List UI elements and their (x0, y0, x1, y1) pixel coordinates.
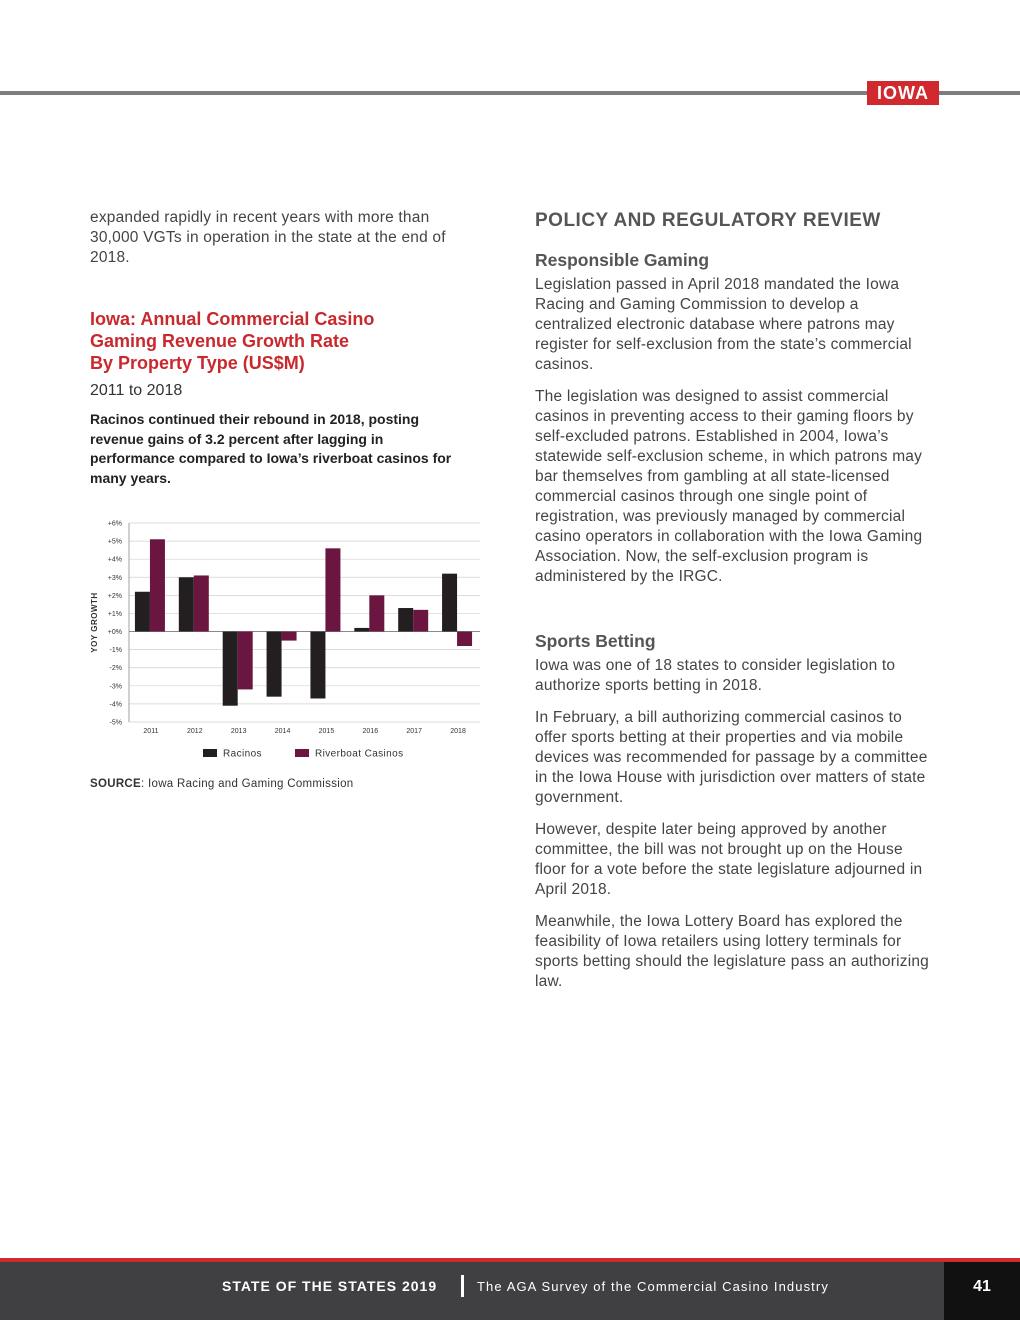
bar-riverboat-casinos (238, 632, 253, 690)
x-tick-label: 2011 (143, 728, 159, 735)
legend-swatch (203, 749, 217, 757)
page-number: 41 (944, 1262, 1020, 1320)
bar-riverboat-casinos (194, 575, 209, 631)
bar-racinos (398, 608, 413, 632)
y-tick-label: +0% (107, 629, 122, 637)
state-tag: IOWA (867, 81, 939, 105)
bar-riverboat-casinos (413, 610, 428, 632)
bar-racinos (442, 574, 457, 632)
bar-riverboat-casinos (457, 632, 472, 646)
bar-racinos (354, 628, 369, 632)
y-tick-label: -3% (109, 683, 122, 691)
chart-description: Racinos continued their rebound in 2018, posting revenue gains of 3.2 percent after lagging in performance compared to Iowa’s riverboat casinos for many years. (90, 411, 452, 486)
source-label: SOURCE (90, 778, 142, 790)
bar-riverboat-casinos (369, 595, 384, 631)
y-tick-label: +5% (107, 538, 122, 546)
paragraph-1: Legislation passed in April 2018 mandated the Iowa Racing and Gaming Commission to develop a centralized electronic database where patrons may register for self-exclusion from the state’s commercial casinos. (535, 276, 912, 373)
bar-riverboat-casinos (150, 539, 165, 631)
paragraph-4: In February, a bill authorizing commercial casinos to offer sports betting at their properties and via mobile devices was recommended for passage by a committee in the Iowa House with jurisdiction over matters of state government. (535, 709, 928, 806)
chart-title-line-1: Iowa: Annual Commercial Casino (90, 309, 375, 329)
source-text: : Iowa Racing and Gaming Commission (141, 778, 354, 790)
x-tick-label: 2013 (230, 728, 247, 735)
legend-swatch (295, 749, 309, 757)
y-tick-label: +1% (107, 610, 122, 618)
growth-chart (85, 515, 485, 775)
chart-title-line-3: By Property Type (US$M) (90, 353, 305, 373)
footer-title: STATE OF THE STATES 2019 (222, 1278, 438, 1294)
paragraph-3: Iowa was one of 18 states to consider legislation to authorize sports betting in 2018. (535, 657, 896, 694)
bar-racinos (135, 592, 150, 632)
y-tick-label: -2% (109, 665, 122, 673)
paragraph-2: The legislation was designed to assist commercial casinos in preventing access to their gaming floors by self-excluded patrons. Established in 2004, Iowa’s statewide self-exclusion scheme, in which patrons may bar themselves from gambling at all state-licensed commercial casinos through one single point of registration, was previously managed by commercial casino operators in collaboration with the Iowa Gaming Association. Now, the self-exclusion program is administered by the IRGC. (535, 388, 923, 585)
x-tick-label: 2017 (406, 728, 422, 735)
x-tick-label: 2018 (450, 728, 466, 735)
chart-title (90, 308, 470, 374)
bar-racinos (223, 632, 238, 706)
paragraph-6: Meanwhile, the Iowa Lottery Board has explored the feasibility of Iowa retailers using lottery terminals for sports betting should the legislature pass an authorizing law. (535, 913, 929, 990)
y-tick-label: -1% (109, 647, 122, 655)
subheading-sports-betting: Sports Betting (535, 631, 656, 651)
chart-subtitle: 2011 to 2018 (90, 382, 183, 399)
x-tick-label: 2016 (362, 728, 379, 735)
footer-divider (461, 1275, 464, 1297)
y-tick-label: -5% (109, 719, 122, 727)
y-tick-label: +2% (107, 592, 122, 600)
left-column (90, 208, 470, 488)
x-tick-label: 2012 (187, 728, 203, 735)
intro-paragraph: expanded rapidly in recent years with more than 30,000 VGTs in operation in the state at the end of 2018. (90, 209, 446, 266)
subheading-responsible-gaming: Responsible Gaming (535, 250, 710, 270)
y-tick-label: +3% (107, 574, 122, 582)
y-tick-label: +4% (107, 556, 122, 564)
y-tick-label: +6% (107, 520, 122, 528)
y-axis-label: YOY GROWTH (90, 592, 99, 653)
chart-title-line-2: Gaming Revenue Growth Rate (90, 331, 350, 351)
legend-label: Racinos (223, 748, 262, 760)
chart-svg (85, 515, 485, 775)
y-tick-label: -4% (109, 701, 122, 709)
paragraph-5: However, despite later being approved by another committee, the bill was not brought up on the House floor for a vote before the state legislature adjourned in April 2018. (535, 821, 923, 898)
bar-racinos (179, 577, 194, 631)
legend-label: Riverboat Casinos (315, 748, 404, 760)
x-tick-label: 2014 (274, 728, 291, 735)
bar-riverboat-casinos (282, 632, 297, 641)
x-tick-label: 2015 (318, 728, 335, 735)
footer-subtitle: The AGA Survey of the Commercial Casino Industry (477, 1279, 829, 1294)
bar-riverboat-casinos (325, 548, 340, 631)
bar-racinos (267, 632, 282, 697)
bar-racinos (310, 632, 325, 699)
right-column (535, 208, 930, 1004)
section-heading: POLICY AND REGULATORY REVIEW (535, 210, 881, 231)
source-note (90, 778, 354, 790)
